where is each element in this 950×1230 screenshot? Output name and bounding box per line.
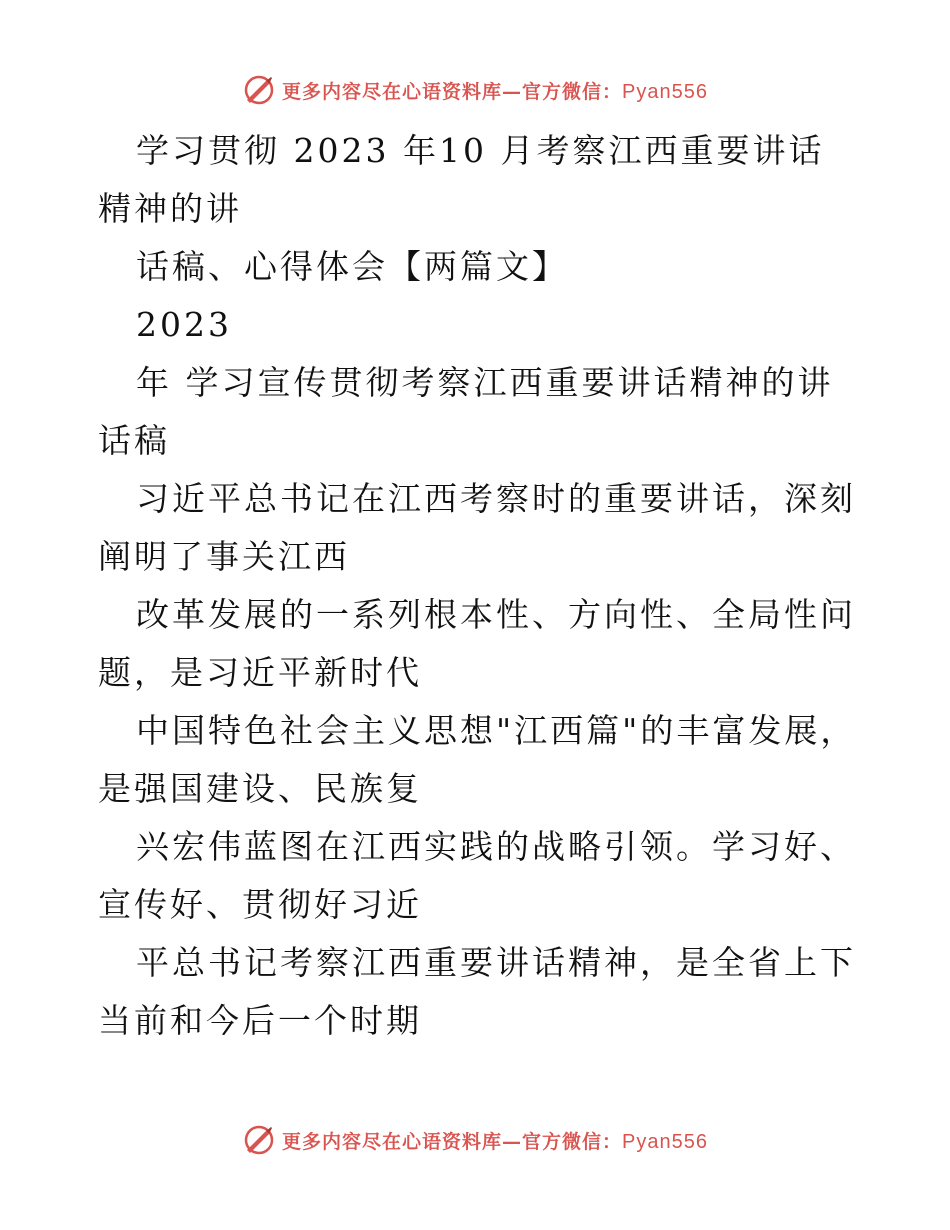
paragraph: 2023 xyxy=(136,305,232,344)
header-banner xyxy=(0,70,950,110)
paragraph: 话稿、心得体会【两篇文】 xyxy=(136,247,568,286)
paragraph: 改革发展的一系列根本性、方向性、全局性问题，是习近平新时代 xyxy=(98,595,856,692)
footer-banner-text: 更多内容尽在心语资料库—官方微信：Pyan556 xyxy=(282,1130,708,1153)
paragraph: 平总书记考察江西重要讲话精神，是全省上下当前和今后一个时期 xyxy=(98,943,856,1040)
document-body xyxy=(98,122,858,1050)
paragraph: 年 学习宣传贯彻考察江西重要讲话精神的讲 话稿 xyxy=(98,363,834,460)
header-banner-text: 更多内容尽在心语资料库—官方微信：Pyan556 xyxy=(282,80,708,103)
paragraph: 习近平总书记在江西考察时的重要讲话，深刻阐明了事关江西 xyxy=(98,479,856,576)
footer-banner xyxy=(0,1120,950,1160)
paragraph: 兴宏伟蓝图在江西实践的战略引领。学习好、宣传好、贯彻好习近 xyxy=(98,827,856,924)
brush-logo-icon xyxy=(242,1123,276,1157)
brush-logo-icon xyxy=(242,73,276,107)
paragraph: 学习贯彻 2023 年10 月考察江西重要讲话精神的讲 xyxy=(98,131,825,228)
paragraph: 中国特色社会主义思想"江西篇"的丰富发展，是强国建设、民族复 xyxy=(98,711,857,808)
